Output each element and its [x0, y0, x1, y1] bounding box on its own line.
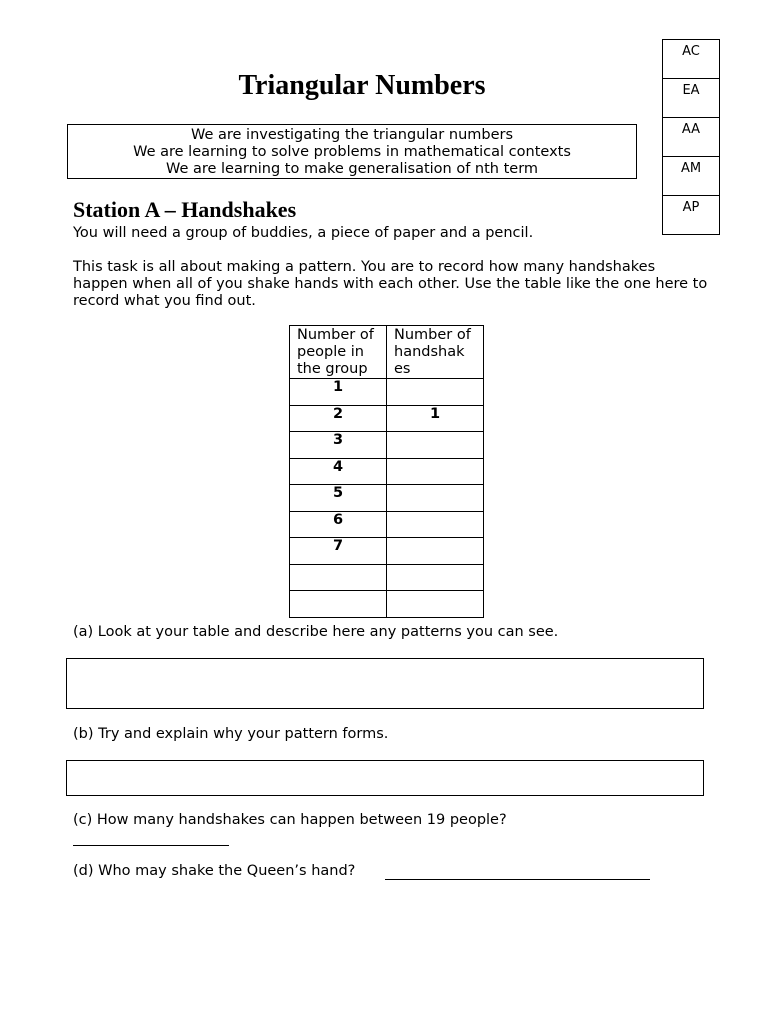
people-cell: 4 [290, 458, 387, 485]
level-box-ea: EA [663, 78, 719, 117]
people-cell: 6 [290, 511, 387, 538]
question-a: (a) Look at your table and describe here any patterns you can see. [73, 624, 559, 640]
question-d: (d) Who may shake the Queen’s hand? [73, 863, 356, 879]
handshakes-cell[interactable] [387, 511, 484, 538]
objective-line: We are investigating the triangular numbers [190, 127, 514, 143]
header-people: Number of people in the group [290, 326, 387, 379]
learning-objectives-box [67, 124, 637, 179]
people-cell: 2 [290, 405, 387, 432]
page-title: Triangular Numbers [238, 70, 486, 101]
handshakes-cell[interactable] [387, 591, 484, 618]
people-cell: 3 [290, 432, 387, 459]
people-cell: 5 [290, 485, 387, 512]
table-row [290, 511, 484, 538]
objective-line: We are learning to make generalisation of nth term [165, 161, 539, 177]
handshakes-cell[interactable] [387, 432, 484, 459]
level-box-aa: AA [663, 117, 719, 156]
table-header-row [290, 326, 484, 379]
materials-text: You will need a group of buddies, a piece of paper and a pencil. [73, 225, 534, 241]
answer-line-d[interactable] [385, 879, 650, 880]
level-box-ap: AP [663, 195, 719, 234]
table-row [290, 538, 484, 565]
handshakes-cell[interactable] [387, 564, 484, 591]
answer-box-b[interactable] [66, 760, 704, 796]
handshakes-cell[interactable] [387, 379, 484, 406]
question-c: (c) How many handshakes can happen between 19 people? [73, 812, 507, 828]
handshakes-cell[interactable] [387, 538, 484, 565]
answer-box-a[interactable] [66, 658, 704, 709]
table-row [290, 405, 484, 432]
table-row [290, 458, 484, 485]
handshakes-table [289, 325, 484, 618]
table-row [290, 432, 484, 459]
objective-line: We are learning to solve problems in mathematical contexts [133, 144, 571, 160]
station-title: Station A – Handshakes [73, 197, 297, 222]
table-row [290, 564, 484, 591]
table-row [290, 379, 484, 406]
handshakes-cell[interactable] [387, 458, 484, 485]
answer-line-c[interactable] [73, 845, 229, 846]
people-cell[interactable] [290, 591, 387, 618]
table-row [290, 485, 484, 512]
handshakes-cell[interactable] [387, 485, 484, 512]
level-boxes [662, 39, 720, 235]
task-instructions: This task is all about making a pattern. You are to record how many handshakes happen when all of you shake hands with each other. Use the table like the one here to record what you find out. [73, 259, 708, 309]
table-row [290, 591, 484, 618]
level-box-ac: AC [682, 44, 700, 59]
level-box-am: AM [663, 156, 719, 195]
people-cell: 1 [290, 379, 387, 406]
handshakes-cell[interactable]: 1 [387, 405, 484, 432]
question-b: (b) Try and explain why your pattern forms. [73, 726, 389, 742]
header-handshakes: Number of handshak es [387, 326, 484, 379]
people-cell: 7 [290, 538, 387, 565]
people-cell[interactable] [290, 564, 387, 591]
